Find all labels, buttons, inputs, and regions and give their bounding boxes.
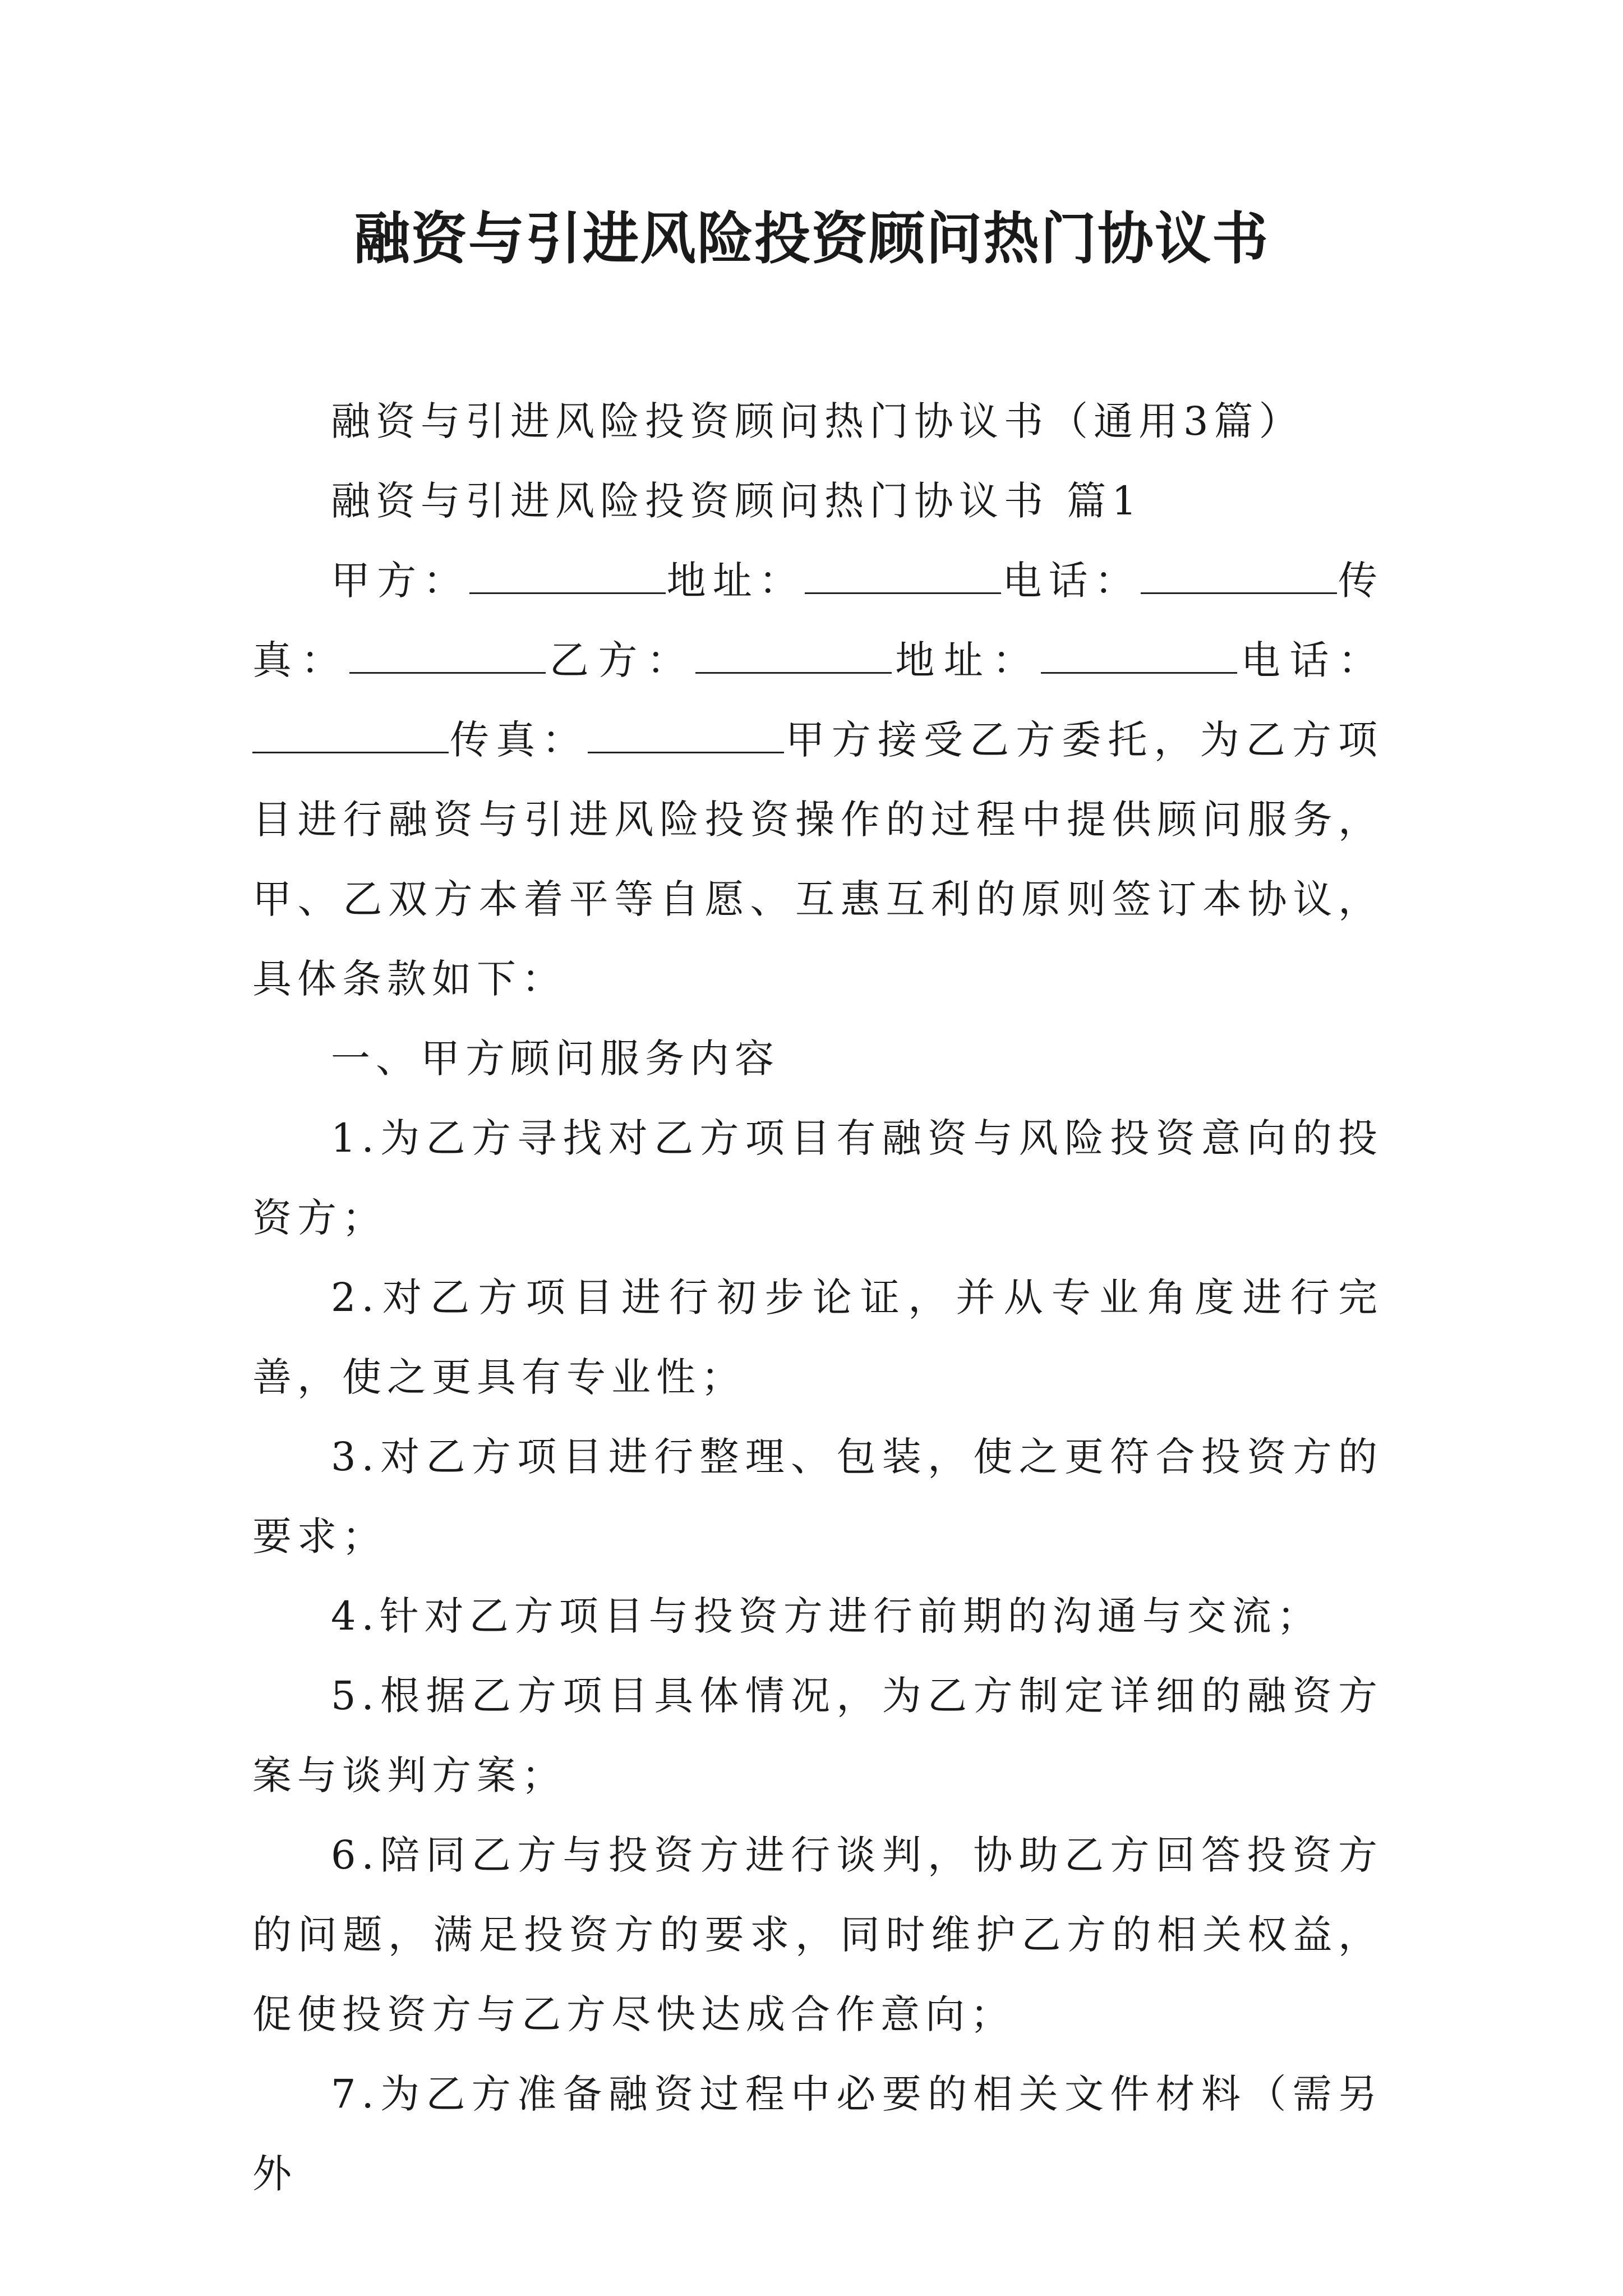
- party-a-label: 甲方：: [331, 558, 469, 604]
- clause-item-4: 4.针对乙方项目与投资方进行前期的沟通与交流；: [331, 1593, 1322, 1639]
- clause-item-3: 3.对乙方项目进行整理、包装，使之更符合投资方的要求；: [252, 1434, 1383, 1559]
- clause-item-5: 5.根据乙方项目具体情况，为乙方制定详细的融资方案与谈判方案；: [252, 1673, 1383, 1798]
- clause-heading: 一、甲方顾问服务内容: [331, 1036, 780, 1082]
- phone-label-2: 电话：: [1237, 637, 1384, 683]
- document-title: 融资与引进风险投资顾问热门协议书: [354, 205, 1269, 272]
- intro-text: 甲方接受乙方委托，为乙方项目进行融资与引进风险投资操作的过程中提供顾问服务，甲、乙双方本着平等自愿、互惠互利的原则签订本协议，具体条款如下：: [252, 717, 1384, 1002]
- section-heading: 融资与引进风险投资顾问热门协议书 篇1: [331, 478, 1142, 524]
- clause-item-1: 1.为乙方寻找对乙方项目有融资与风险投资意向的投资方；: [252, 1115, 1383, 1241]
- fax-blank-1: [349, 641, 546, 674]
- document-subtitle: 融资与引进风险投资顾问热门协议书（通用3篇）: [331, 398, 1304, 444]
- document-body: [252, 381, 1383, 2214]
- phone-label-1: 电话：: [1001, 558, 1141, 604]
- address-label-2: 地址：: [891, 637, 1041, 683]
- fax-label-1: 传真：: [252, 558, 1384, 683]
- party-a-blank: [469, 561, 666, 594]
- fax-blank-2: [588, 720, 784, 753]
- address-blank-1: [805, 561, 1001, 594]
- address-label-1: 地址：: [665, 558, 805, 604]
- party-b-label: 乙方：: [546, 637, 695, 683]
- party-info-paragraph: [252, 541, 1383, 1019]
- fax-label-2: 传真：: [449, 717, 588, 763]
- phone-blank-2: [252, 720, 449, 753]
- clause-item-7: 7.为乙方准备融资过程中必要的相关文件材料（需另外: [252, 2071, 1383, 2197]
- party-b-blank: [695, 641, 892, 674]
- clause-item-6: 6.陪同乙方与投资方进行谈判，协助乙方回答投资方的问题，满足投资方的要求，同时维护乙方的相关权益，促使投资方与乙方尽快达成合作意向；: [252, 1832, 1383, 2037]
- clause-item-2: 2.对乙方项目进行初步论证，并从专业角度进行完善，使之更具有专业性；: [252, 1274, 1383, 1400]
- address-blank-2: [1041, 641, 1237, 674]
- phone-blank-1: [1141, 561, 1337, 594]
